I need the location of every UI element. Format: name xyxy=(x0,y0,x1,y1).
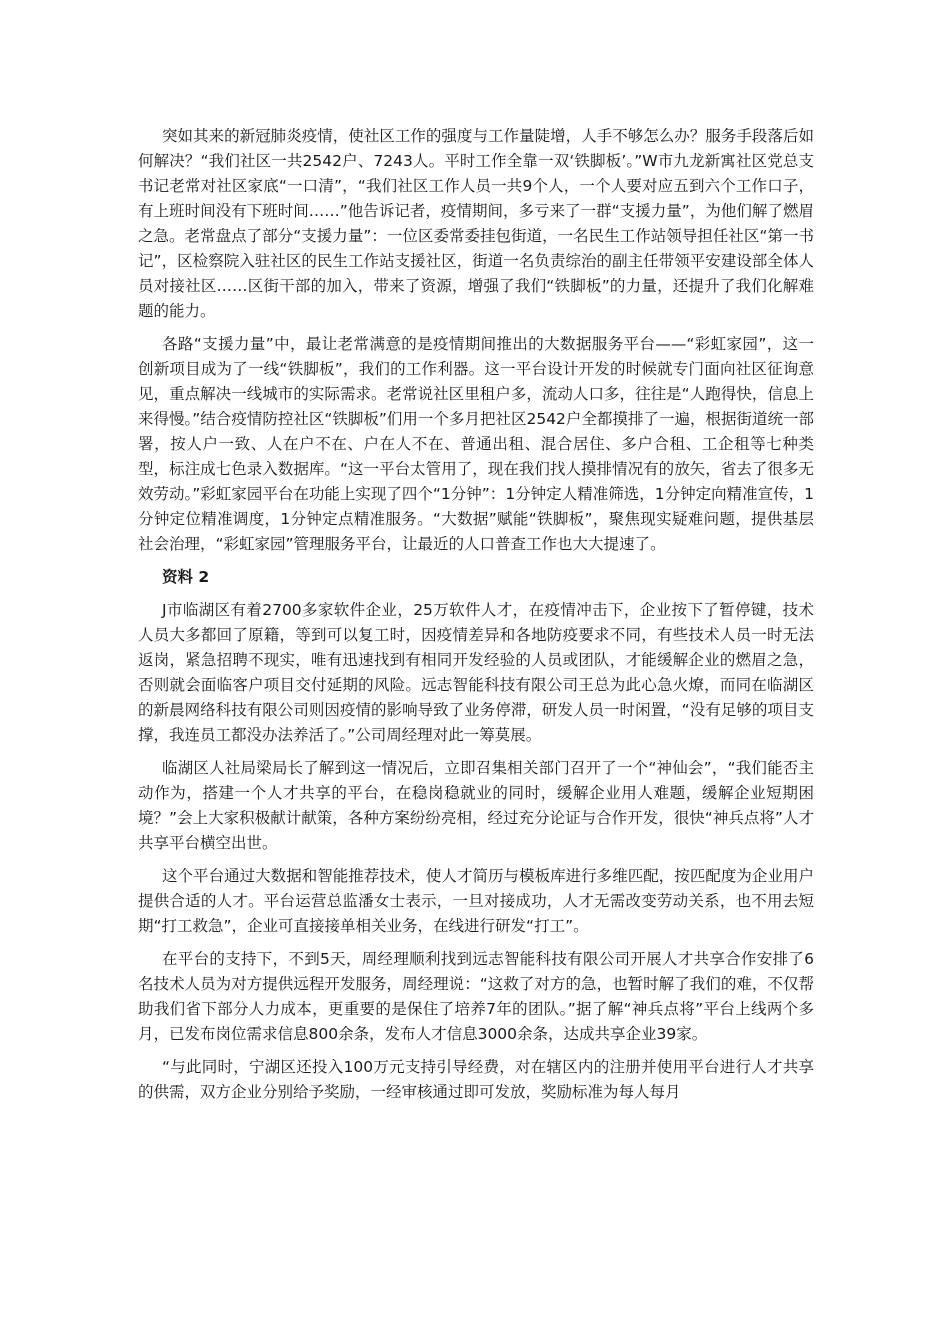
paragraph-rainbow-platform: 各路“支援力量”中，最让老常满意的是疫情期间推出的大数据服务平台——“彩虹家园”，这一创新项目成为了一线“铁脚板”，我们的工作利器。这一平台设计开发的时候就专门面向社区征询意见，重点解决一线城市的实际需求。老常说社区里租户多，流动人口多，往往是“人跑得快，信息上来得慢。”结合疫情防控社区“铁脚板”们用一个多月把社区2542户全都摸排了一遍，根据街道统一部署，按人户一致、人在户不在、户在人不在、普通出租、混合居住、多户合租、工企租等七种类型，标注成七色录入数据库。“这一平台太管用了，现在我们找人摸排情况有的放矢，省去了很多无效劳动。”彩虹家园平台在功能上实现了四个“1分钟”：1分钟定人精准筛选，1分钟定向精准宣传，1分钟定位精准调度，1分钟定点精准服务。“大数据”赋能“铁脚板”，聚焦现实疑难问题，提供基层社会治理，“彩虹家园”管理服务平台，让最近的人口普查工作也大大提速了。 xyxy=(138,335,814,553)
document-page xyxy=(138,124,814,1113)
paragraph-funding-support: “与此同时，宁湖区还投入100万元支持引导经费，对在辖区内的注册并使用平台进行人才共享的供需，双方企业分别给予奖励，一经审核通过即可发放，奖励标准为每人每月 xyxy=(138,1058,814,1101)
paragraph-community-support: 突如其来的新冠肺炎疫情，使社区工作的强度与工作量陡增，人手不够怎么办？服务手段落后如何解决？“我们社区一共2542户、7243人。平时工作全靠一双‘铁脚板’。”W市九龙新寓社区党总支书记老常对社区家底“一口清”，“我们社区工作人员一共9个人，一个人要对应五到六个工作口子，有上班时间没有下班时间……”他告诉记者，疫情期间，多亏来了一群“支援力量”，为他们解了燃眉之急。老常盘点了部分“支援力量”：一位区委常委挂包街道，一名民生工作站领导担任社区“第一书记”，区检察院入驻社区的民生工作站支援社区，街道一名负责综治的副主任带领平安建设部全体人员对接社区……区街干部的加入，带来了资源，增强了我们“铁脚板”的力量，还提升了我们化解难题的能力。 xyxy=(138,127,814,320)
section-heading-material-2: 资料 2 xyxy=(162,568,210,586)
paragraph-platform-results: 在平台的支持下，不到5天，周经理顺利找到远志智能科技有限公司开展人才共享合作安排了6名技术人员为对方提供远程开发服务，周经理说：“这救了对方的急，也暂时解了我们的难，不仅帮助我们省下部分人力成本，更重要的是保住了培养7年的团队。”据了解“神兵点将”平台上线两个多月，已发布岗位需求信息800余条，发布人才信息3000余条，达成共享企业39家。 xyxy=(138,950,814,1043)
paragraph-linhu-software: J市临湖区有着2700多家软件企业，25万软件人才，在疫情冲击下，企业按下了暂停键，技术人员大多都回了原籍，等到可以复工时，因疫情差异和各地防疫要求不同，有些技术人员一时无法返岗，紧急招聘不现实，唯有迅速找到有相同开发经验的人员或团队，才能缓解企业的燃眉之急，否则就会面临客户项目交付延期的风险。远志智能科技有限公司王总为此心急火燎，而同在临湖区的新晨网络科技有限公司则因疫情的影响导致了业务停滞，研发人员一时闲置，“没有足够的项目支撑，我连员工都没办法养活了。”公司周经理对此一筹莫展。 xyxy=(138,601,814,744)
paragraph-platform-matching: 这个平台通过大数据和智能推荐技术，使人才简历与模板库进行多维匹配，按匹配度为企业用户提供合适的人才。平台运营总监潘女士表示，一旦对接成功，人才无需改变劳动关系，也不用去短期“打工救急”，企业可直接接单相关业务，在线进行研发“打工”。 xyxy=(138,867,814,935)
paragraph-talent-sharing-meeting: 临湖区人社局梁局长了解到这一情况后，立即召集相关部门召开了一个“神仙会”，“我们能否主动作为，搭建一个人才共享的平台，在稳岗稳就业的同时，缓解企业用人难题，缓解企业短期困境？”会上大家积极献计献策，各种方案纷纷亮相，经过充分论证与合作开发，很快“神兵点将”人才共享平台横空出世。 xyxy=(138,759,814,852)
